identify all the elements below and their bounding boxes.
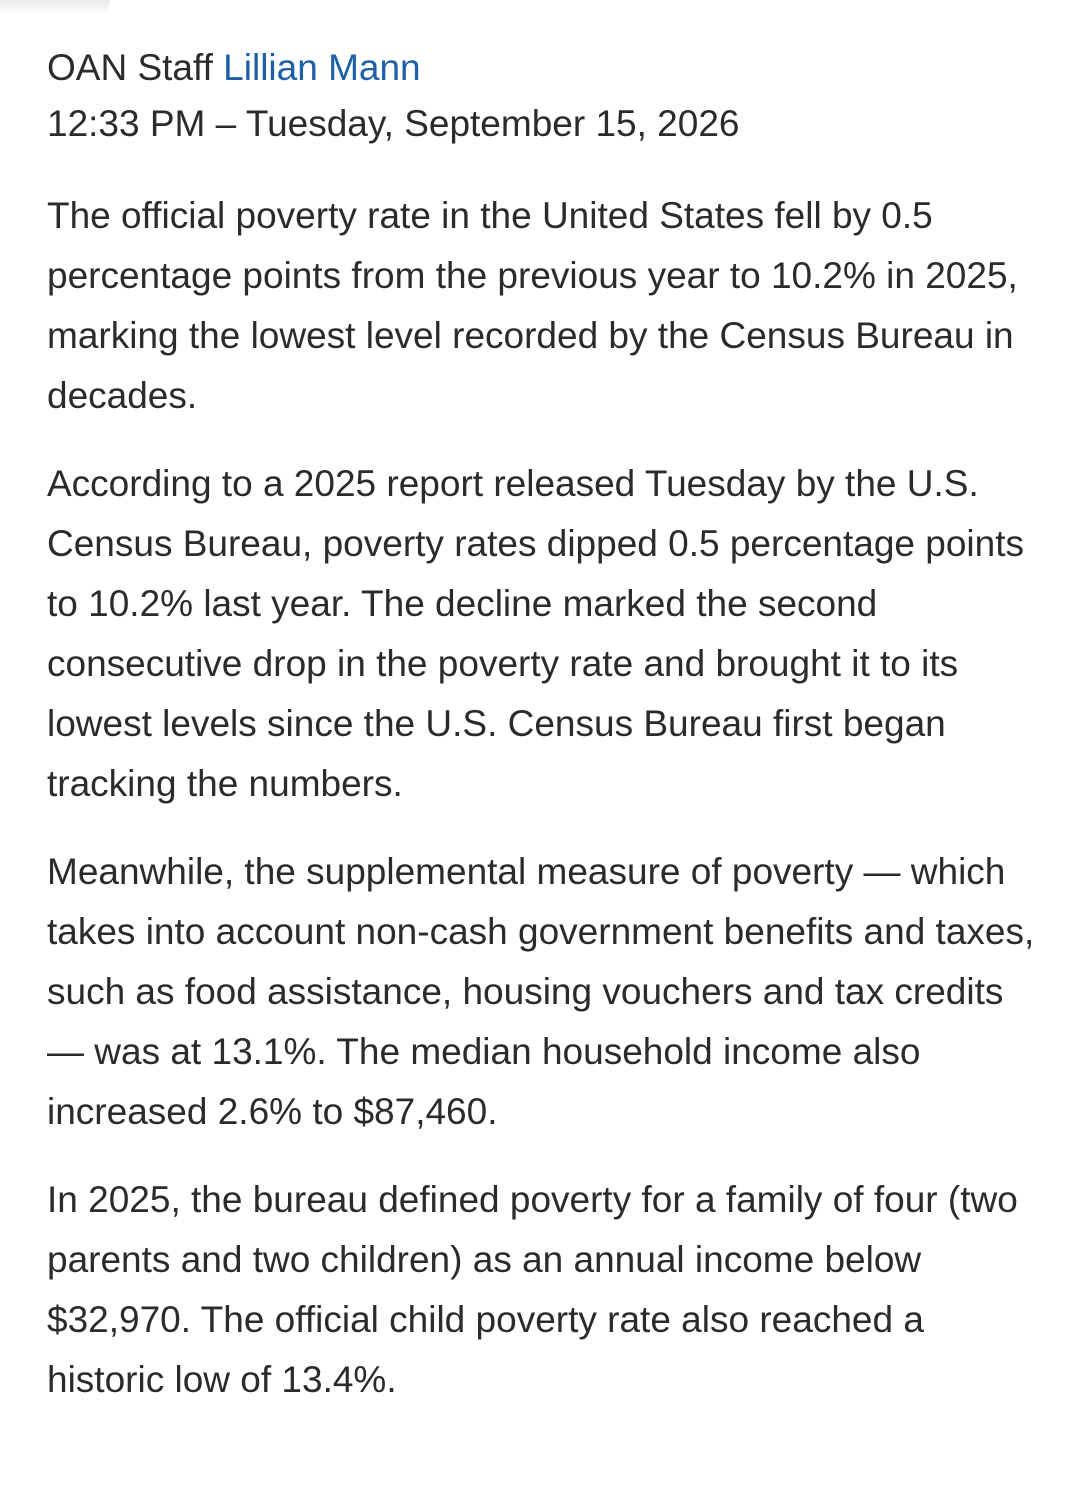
dateline: 12:33 PM – Tuesday, September 15, 2026 — [47, 103, 740, 144]
byline — [47, 40, 1037, 96]
top-edge-shadow — [0, 0, 110, 14]
author-link[interactable]: Lillian Mann — [223, 47, 421, 88]
article-body — [47, 186, 1037, 1410]
article — [47, 40, 1037, 1438]
paragraph-4: In 2025, the bureau defined poverty for a family of four (two parents and two children) as an annual income below $32,970. The official child poverty rate also reached a historic low of 13.4%. — [47, 1179, 1018, 1400]
byline-prefix: OAN Staff — [47, 47, 213, 88]
paragraph-1: The official poverty rate in the United States fell by 0.5 percentage points from the previous year to 10.2% in 2025, marking the lowest level recorded by the Census Bureau in decades. — [47, 195, 1018, 416]
paragraph-3: Meanwhile, the supplemental measure of poverty — which takes into account non-cash government benefits and taxes, such as food assistance, housing vouchers and tax credits — was at 13.1%. The median household income also increased 2.6% to $87,460. — [47, 851, 1035, 1132]
paragraph-2: According to a 2025 report released Tuesday by the U.S. Census Bureau, poverty rates dipped 0.5 percentage points to 10.2% last year. The decline marked the second consecutive drop in the poverty rate and brought it to its lowest levels since the U.S. Census Bureau first began tracking the numbers. — [47, 463, 1025, 804]
